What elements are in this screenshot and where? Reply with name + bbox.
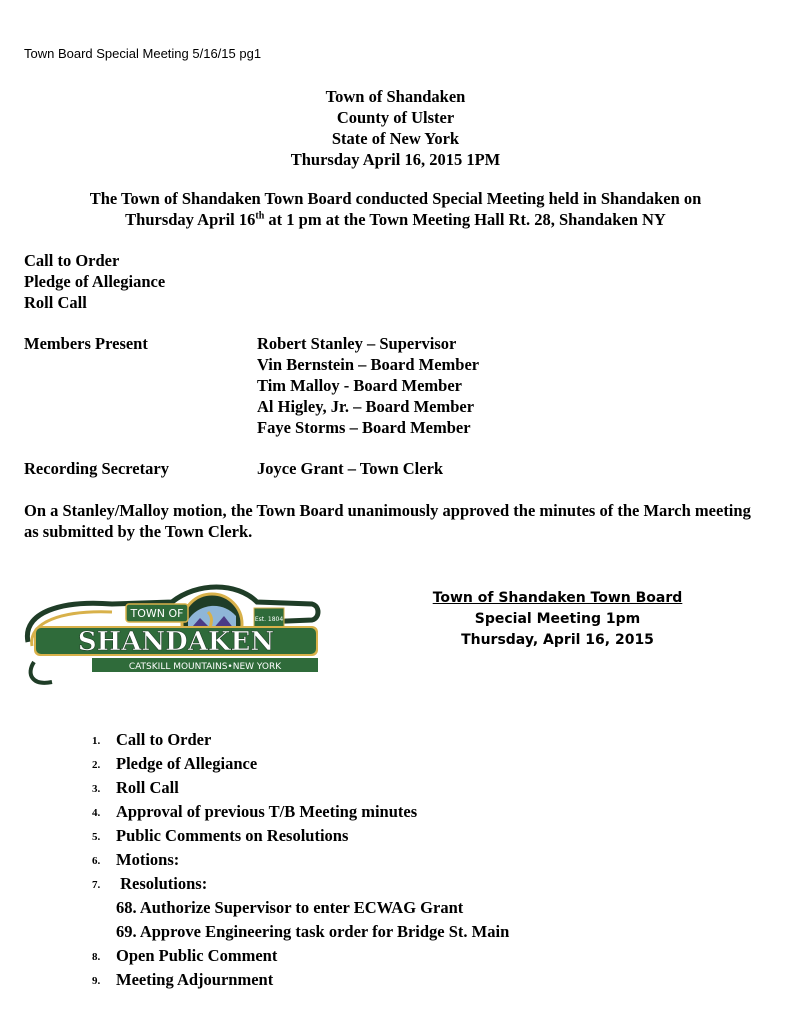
agenda-num: 8. — [92, 951, 101, 963]
list-item — [92, 872, 509, 896]
intro-date-suffix: th — [255, 210, 265, 222]
secretary-row — [24, 458, 443, 479]
list-item — [92, 776, 509, 800]
agenda-text: Resolutions: — [116, 874, 208, 893]
town-name: Town of Shandaken — [325, 87, 466, 106]
resolution-text: 68. Authorize Supervisor to enter ECWAG Grant — [116, 898, 464, 917]
logo-top-text: TOWN OF — [130, 607, 184, 620]
agenda-num: 2. — [92, 759, 101, 771]
agenda-num: 4. — [92, 807, 101, 819]
intro-line-1: The Town of Shandaken Town Board conducted Special Meeting held in Shandaken on — [89, 189, 702, 208]
state-name: State of New York — [331, 129, 460, 148]
agenda-text: Open Public Comment — [116, 946, 278, 965]
agenda-text: Roll Call — [116, 778, 179, 797]
town-logo — [22, 582, 322, 690]
logo-est-text: Est. 1804 — [254, 616, 284, 623]
agenda-header — [400, 588, 715, 651]
agenda-num: 3. — [92, 783, 101, 795]
members-label: Members Present — [24, 334, 148, 353]
agenda-text: Public Comments on Resolutions — [116, 826, 349, 845]
list-item — [92, 728, 509, 752]
resolution-item — [92, 920, 509, 944]
agenda-num: 6. — [92, 855, 101, 867]
intro-location: at 1 pm at the Town Meeting Hall Rt. 28, Shandaken NY — [264, 210, 666, 229]
intro-line-2 — [0, 209, 791, 230]
agenda-text: Call to Order — [116, 730, 212, 749]
list-item — [92, 800, 509, 824]
list-item — [92, 752, 509, 776]
list-item — [92, 824, 509, 848]
member-item: Tim Malloy - Board Member — [257, 376, 462, 395]
order-item-pledge: Pledge of Allegiance — [24, 272, 166, 291]
secretary-label: Recording Secretary — [24, 459, 169, 478]
order-items — [24, 250, 165, 313]
agenda-num: 9. — [92, 975, 101, 987]
meeting-date: Thursday April 16, 2015 1PM — [290, 150, 501, 169]
agenda-title: Town of Shandaken Town Board — [432, 590, 683, 606]
logo-main-text: SHANDAKEN — [77, 627, 275, 657]
order-item-roll-call: Roll Call — [24, 293, 87, 312]
logo-bottom-text: CATSKILL MOUNTAINS•NEW YORK — [128, 662, 282, 672]
agenda-num: 7. — [92, 879, 101, 891]
list-item — [92, 968, 509, 992]
agenda-text: Motions: — [116, 850, 180, 869]
motion-paragraph: On a Stanley/Malloy motion, the Town Board unanimously approved the minutes of the March meeting as submitted by the Town Clerk. — [24, 501, 751, 541]
list-item — [92, 848, 509, 872]
agenda-subtitle: Special Meeting 1pm — [474, 611, 641, 627]
list-item — [92, 944, 509, 968]
county-name: County of Ulster — [336, 108, 455, 127]
resolution-text: 69. Approve Engineering task order for Bridge St. Main — [116, 922, 510, 941]
agenda-text: Meeting Adjournment — [116, 970, 274, 989]
agenda-list — [92, 728, 509, 992]
intro-date: Thursday April 16 — [125, 210, 256, 229]
agenda-text: Pledge of Allegiance — [116, 754, 258, 773]
member-item: Vin Bernstein – Board Member — [257, 355, 480, 374]
member-item: Faye Storms – Board Member — [257, 418, 471, 437]
title-block — [0, 86, 791, 170]
agenda-num: 5. — [92, 831, 101, 843]
intro-paragraph — [0, 188, 791, 230]
page-header: Town Board Special Meeting 5/16/15 pg1 — [24, 46, 262, 61]
members-list — [257, 333, 479, 438]
secretary-value: Joyce Grant – Town Clerk — [257, 459, 444, 478]
member-item: Robert Stanley – Supervisor — [257, 334, 457, 353]
members-label-row — [24, 333, 257, 354]
resolution-item — [92, 896, 509, 920]
agenda-date: Thursday, April 16, 2015 — [461, 632, 654, 648]
agenda-num: 1. — [92, 735, 101, 747]
order-item-call-to-order: Call to Order — [24, 251, 120, 270]
member-item: Al Higley, Jr. – Board Member — [257, 397, 475, 416]
agenda-text: Approval of previous T/B Meeting minutes — [116, 802, 418, 821]
